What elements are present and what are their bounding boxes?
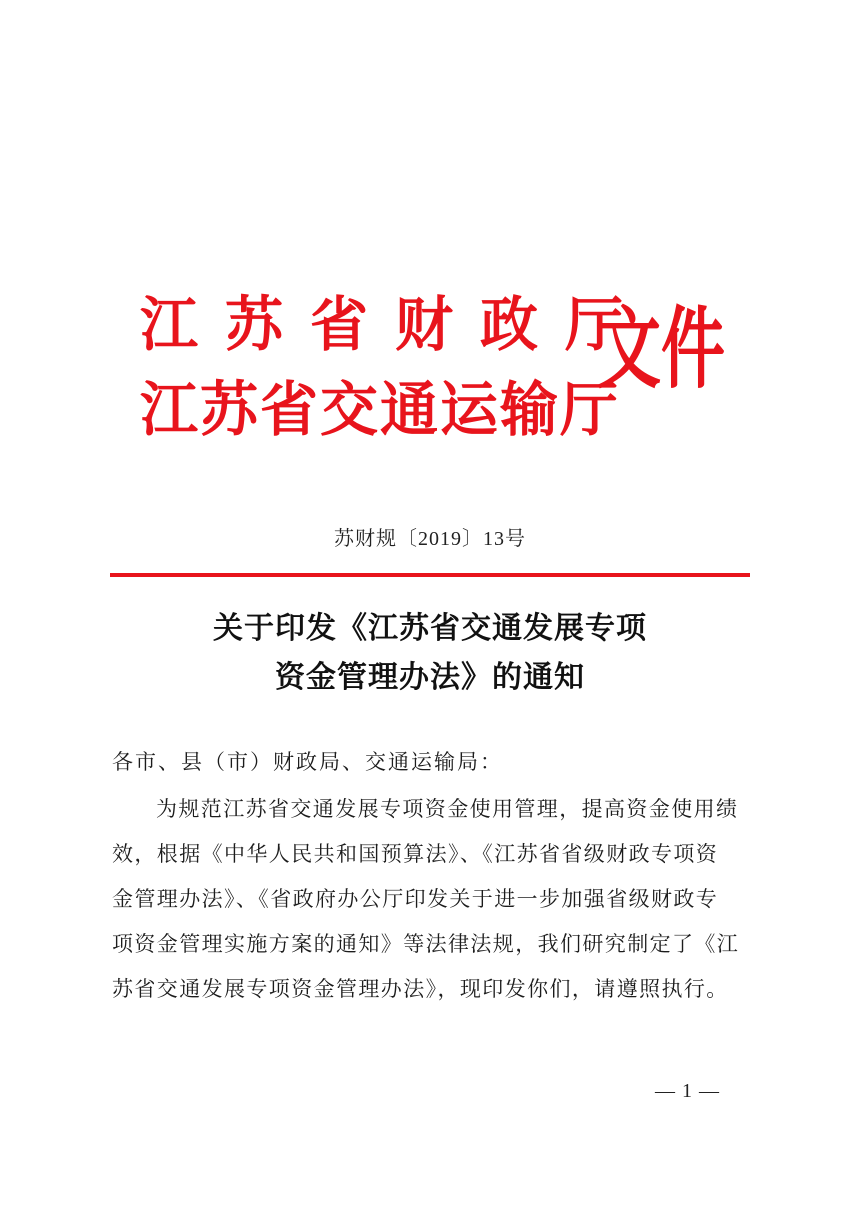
body-line: 苏省交通发展专项资金管理办法》，现印发你们，请遵照执行。 — [112, 977, 729, 1001]
page-number: — 1 — — [655, 1080, 720, 1102]
salutation: 各市、县（市）财政局、交通运输局： — [112, 750, 503, 774]
red-separator-rule — [110, 573, 750, 577]
body-line: 为规范江苏省交通发展专项资金使用管理，提高资金使用绩 — [156, 797, 739, 821]
body-paragraph — [112, 787, 752, 1012]
title-line-2: 资金管理办法》的通知 — [275, 660, 585, 695]
red-masthead — [140, 285, 725, 455]
title-line-1: 关于印发《江苏省交通发展专项 — [213, 611, 647, 646]
body-line: 项资金管理实施方案的通知》等法律法规，我们研究制定了《江 — [112, 932, 740, 956]
document-number: 苏财规〔2019〕13号 — [334, 528, 526, 550]
masthead-issuer-finance: 江苏省财政厅 — [140, 289, 651, 360]
body-line: 效，根据《中华人民共和国预算法》、《江苏省省级财政专项资 — [112, 842, 719, 866]
body-line: 金管理办法》、《省政府办公厅印发关于进一步加强省级财政专 — [112, 887, 719, 911]
masthead-document-label: 文件 — [597, 297, 725, 402]
masthead-issuer-transport: 江苏省交通运输厅 — [140, 374, 621, 445]
document-title — [0, 604, 860, 702]
